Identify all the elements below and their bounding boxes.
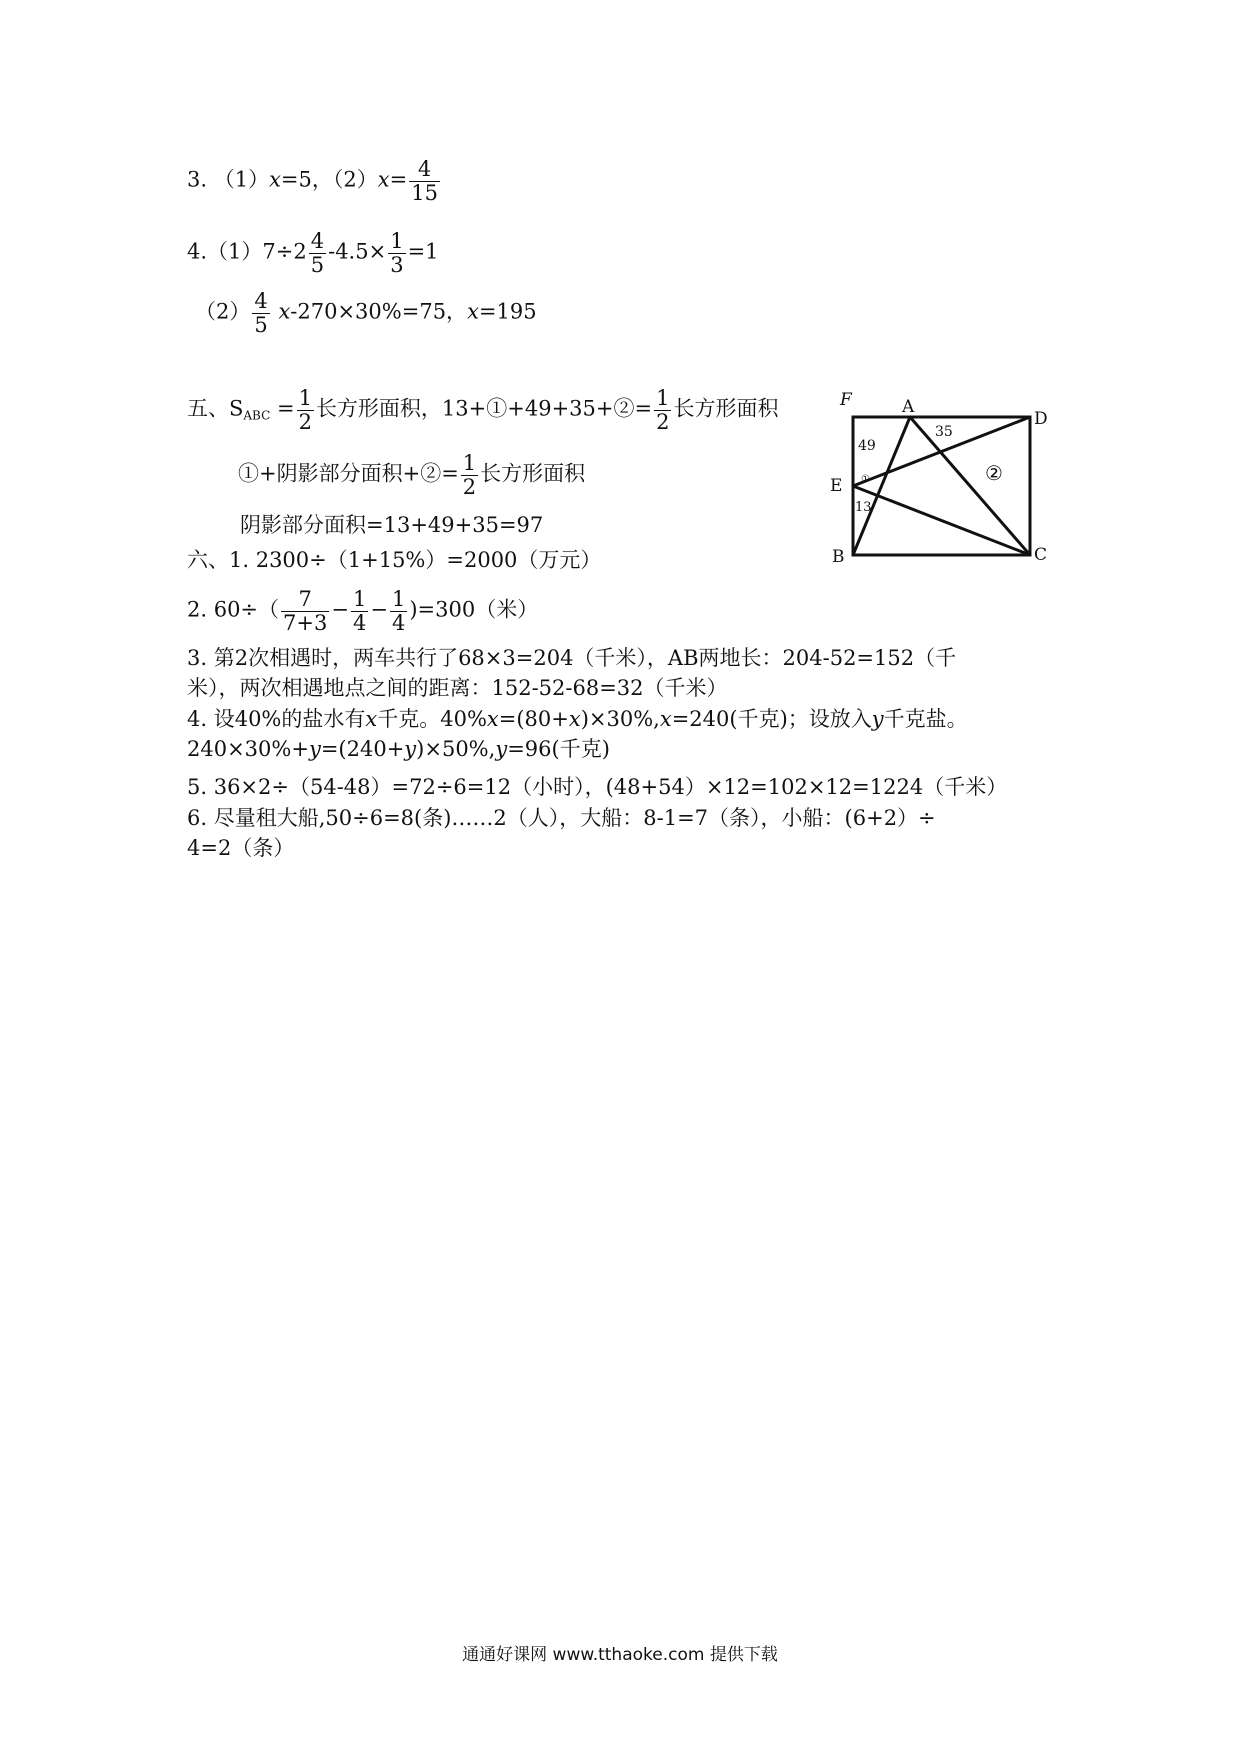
subscript: ABC (243, 408, 271, 423)
text: =(80+ (498, 707, 569, 731)
fraction (297, 387, 314, 433)
fraction (388, 230, 405, 276)
label-e: E (830, 476, 843, 496)
denominator: 2 (298, 409, 312, 434)
numerator: 1 (391, 587, 406, 611)
numerator: 4 (310, 229, 325, 253)
region-marker-1: ① (861, 474, 870, 485)
text: 长方形面积 (673, 396, 779, 421)
var-x: x (269, 167, 281, 192)
text: 千克。40% (377, 707, 487, 731)
label-b: B (832, 547, 845, 567)
denominator: 5 (254, 312, 268, 337)
fraction (351, 588, 368, 634)
fraction (461, 452, 478, 498)
var-x: x (278, 299, 291, 324)
denominator: 3 (390, 252, 404, 277)
label-d: D (1034, 409, 1048, 429)
section-5-line-3: 阴影部分面积=13+49+35=97 (240, 513, 544, 537)
section-5-line-2 (238, 452, 585, 498)
section-6-item-4-line-1 (187, 709, 968, 730)
text: =195 (478, 299, 537, 324)
numerator: 4 (409, 158, 440, 182)
text: − (370, 597, 388, 622)
text: =5，（2） (280, 167, 378, 192)
numerator: 1 (390, 229, 404, 253)
section-6-item-6-line-2: 4=2（条） (187, 836, 295, 860)
numerator: 4 (254, 289, 268, 313)
fraction (309, 230, 326, 276)
denominator: 2 (656, 409, 670, 434)
var-y: y (404, 737, 417, 761)
var-x: x (568, 707, 581, 731)
text: ①+阴影部分面积+②= (238, 461, 459, 486)
var-x: x (486, 707, 499, 731)
region-value-13: 13 (855, 500, 872, 515)
text: 3. （1） (187, 167, 270, 192)
denominator: 4 (352, 610, 367, 635)
denominator: 2 (462, 474, 477, 499)
text: -4.5× (328, 239, 387, 264)
text: 千克盐。 (883, 707, 968, 731)
text: =(240+ (320, 737, 405, 761)
section-6-item-3-line-1: 3. 第2次相遇时，两车共行了68×3=204（千米），AB两地长：204-52=152（千 (187, 646, 957, 670)
var-x: x (467, 299, 479, 324)
page-footer: 通通好课网 www.tthaoke.com 提供下载 (462, 1645, 778, 1665)
answer-4-2 (195, 290, 537, 336)
text: 4.（1）7÷2 (187, 239, 307, 264)
section-6-item-2 (187, 588, 538, 634)
fraction (390, 588, 407, 634)
section-5-line-1 (187, 387, 778, 433)
region-marker-2: ② (985, 461, 1003, 485)
text: − (331, 597, 349, 622)
answer-4-1 (187, 230, 439, 276)
text: -270×30%=75， (290, 299, 468, 324)
fraction (252, 290, 269, 336)
denominator: 15 (411, 180, 438, 205)
segment-ec (853, 486, 1030, 555)
region-value-49: 49 (858, 438, 876, 454)
denominator: 4 (391, 610, 406, 635)
var-y: y (495, 737, 508, 761)
numerator: 1 (656, 386, 670, 410)
text: 长方形面积，13+①+49+35+②= (315, 396, 653, 421)
var-x: x (365, 707, 378, 731)
text: = (270, 396, 295, 421)
section-6-item-1: 六、1. 2300÷（1+15%）=2000（万元） (187, 548, 602, 572)
var-x: x (659, 707, 672, 731)
geometry-figure (830, 390, 1070, 570)
label-f: F (840, 390, 852, 410)
section-6-item-4-line-2 (187, 739, 610, 760)
answer-3 (187, 158, 442, 204)
text: =96(千克) (507, 737, 610, 761)
text: 长方形面积 (480, 461, 586, 486)
text: 240×30%+ (187, 737, 309, 761)
fraction (654, 387, 671, 433)
region-value-35: 35 (935, 424, 953, 440)
text: =240(千克)；设放入 (671, 707, 872, 731)
text: （2） (195, 299, 251, 324)
text: 2. 60÷（ (187, 597, 280, 622)
numerator: 7 (281, 588, 329, 612)
var-x: x (377, 167, 390, 192)
text: )×30%, (580, 707, 660, 731)
label-c: C (1034, 545, 1048, 565)
text: )×50%, (416, 737, 496, 761)
text: =1 (407, 239, 439, 264)
fraction (281, 588, 329, 634)
numerator: 1 (298, 386, 312, 410)
text: )=300（米） (409, 597, 539, 622)
text: 4. 设40%的盐水有 (187, 707, 366, 731)
numerator: 1 (352, 587, 367, 611)
var-y: y (871, 707, 884, 731)
section-6-item-5: 5. 36×2÷（54-48）=72÷6=12（小时），(48+54）×12=102×12=1224（千米） (187, 775, 1008, 799)
text: = (389, 167, 408, 192)
text: 五、S (187, 396, 244, 421)
denominator: 5 (310, 252, 325, 277)
section-6-item-3-line-2: 米），两次相遇地点之间的距离：152-52-68=32（千米） (187, 676, 728, 700)
fraction (409, 158, 440, 204)
segment-ac (910, 417, 1030, 555)
section-6-item-6-line-1: 6. 尽量租大船,50÷6=8(条)……2（人），大船：8-1=7（条），小船：(6+2）÷ (187, 806, 936, 830)
denominator: 7+3 (283, 610, 328, 635)
numerator: 1 (462, 451, 477, 475)
var-y: y (308, 737, 321, 761)
label-a: A (902, 397, 915, 417)
